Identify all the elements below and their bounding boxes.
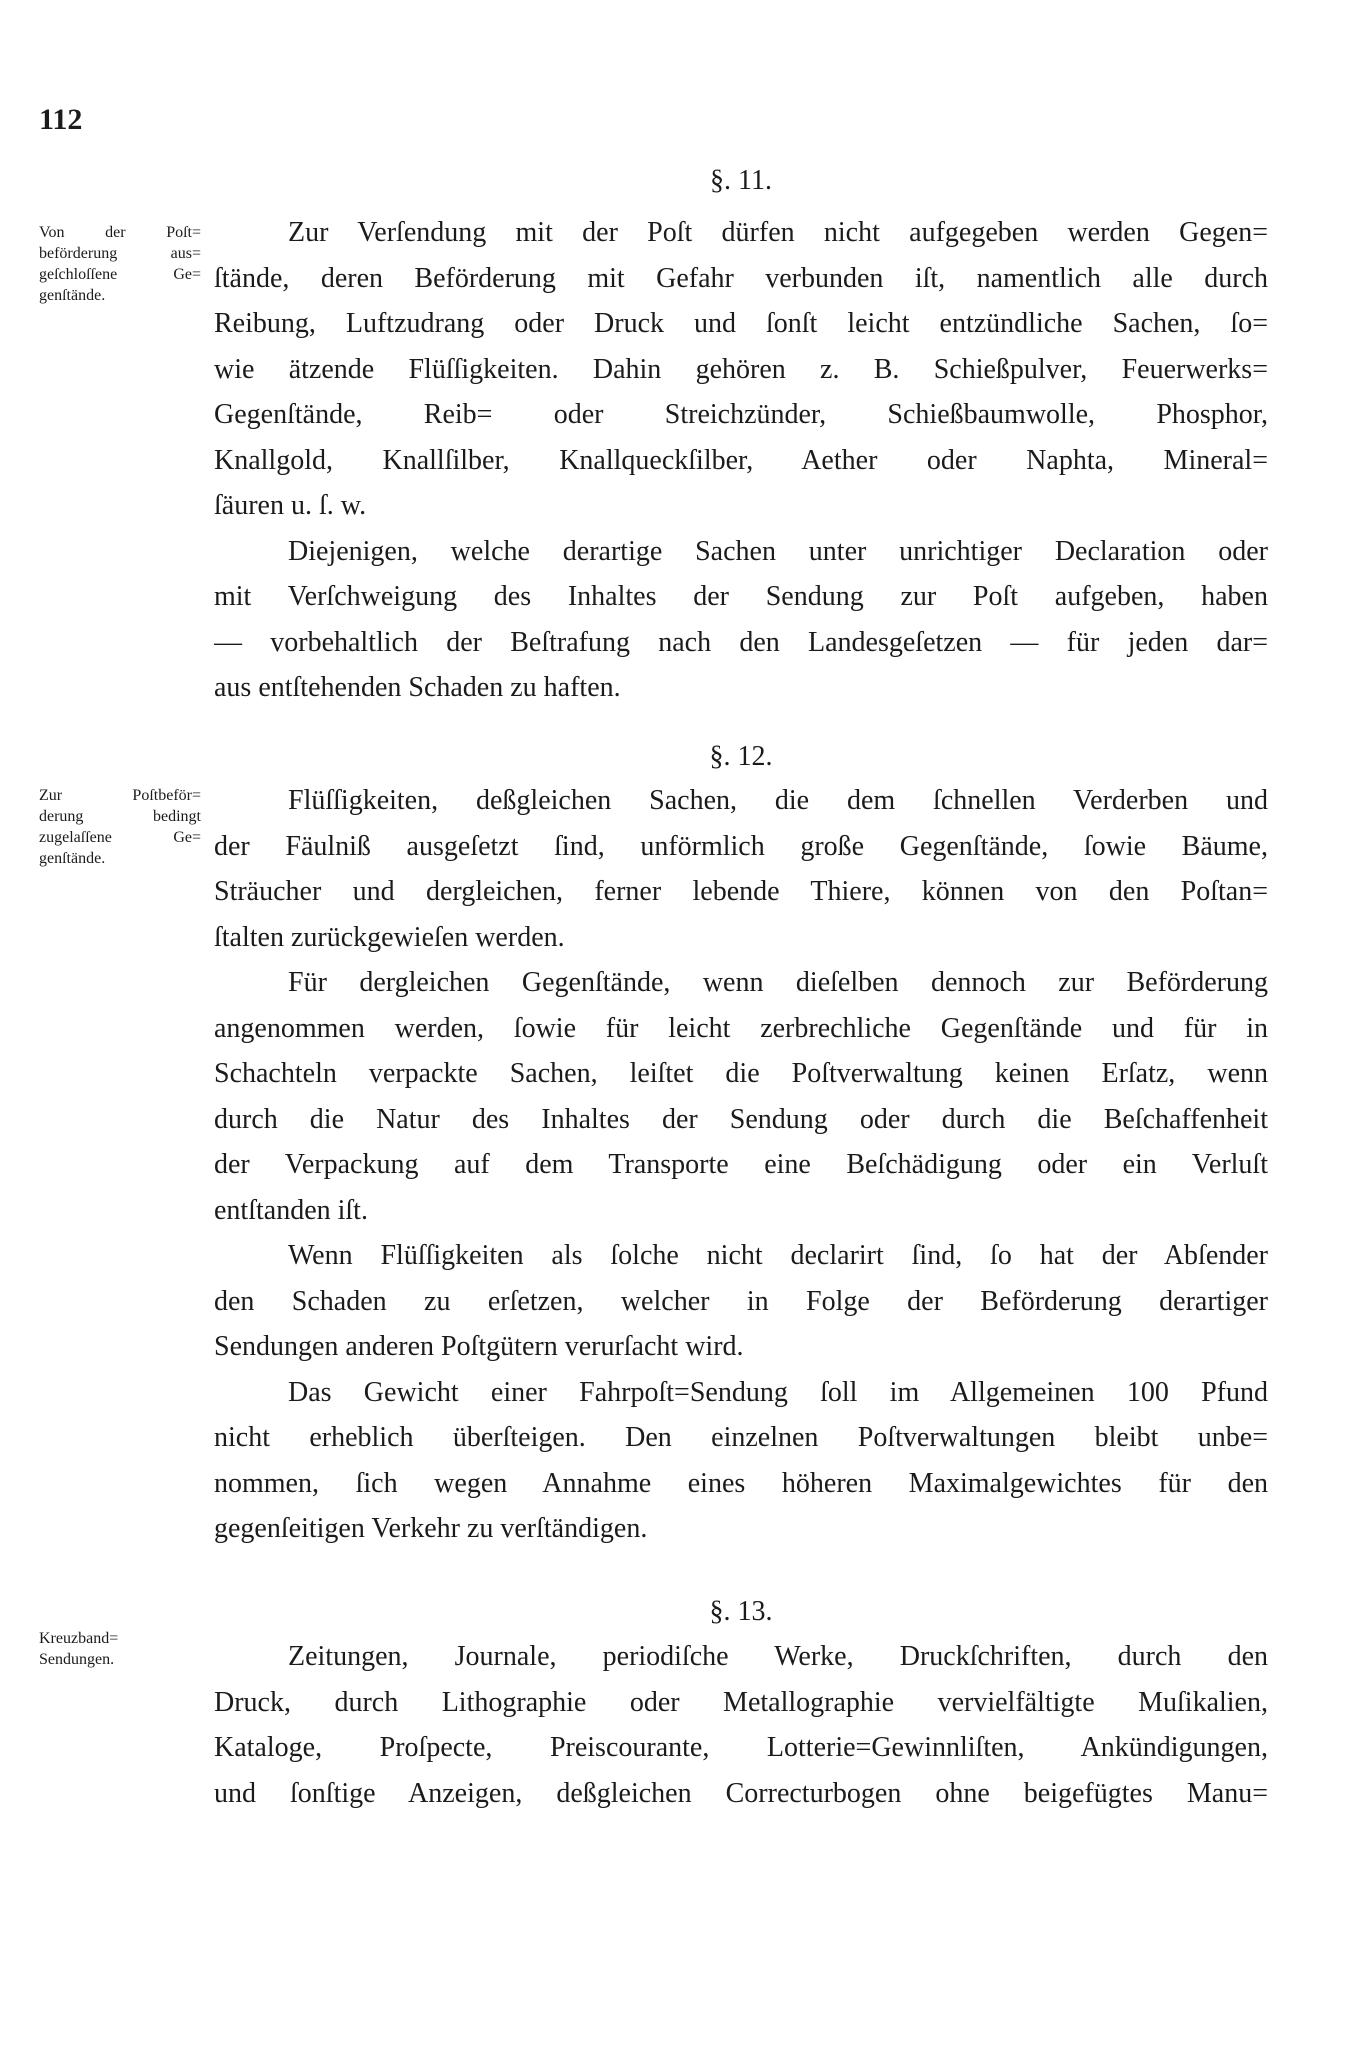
margin-note-line: derung bedingt — [39, 808, 201, 825]
text-line: der Verpackung auf dem Transporte eine Beſchädigung oder ein Verluſt — [214, 1149, 1268, 1180]
margin-note-line: zugelaſſene Ge= — [39, 829, 201, 846]
section-body — [214, 1634, 1268, 1816]
margin-note — [39, 785, 201, 869]
margin-note-line: genſtände. — [39, 287, 106, 304]
paragraph — [214, 778, 1268, 960]
margin-note — [39, 222, 201, 306]
text-line: Druck, durch Lithographie oder Metallographie vervielfältigte Muſikalien, — [214, 1686, 1268, 1718]
text-line: aus entſtehenden Schaden zu haften. — [214, 672, 621, 703]
paragraph — [214, 210, 1268, 529]
text-line: ſtalten zurückgewieſen werden. — [214, 921, 565, 953]
margin-note-line: genſtände. — [39, 850, 106, 867]
text-line: Sendungen anderen Poſtgütern verurſacht wird. — [214, 1331, 744, 1362]
text-line: mit Verſchweigung des Inhaltes der Sendung zur Poſt aufgeben, haben — [214, 581, 1268, 612]
section-heading: §. 12. — [709, 741, 773, 772]
margin-note-line: Von der Poſt= — [39, 224, 201, 241]
text-line: Flüſſigkeiten, deßgleichen Sachen, die dem ſchnellen Verderben und — [288, 785, 1268, 816]
margin-note — [39, 1628, 201, 1670]
margin-note-line: Kreuzband= — [39, 1630, 119, 1647]
text-line: ſtände, deren Beförderung mit Gefahr verbunden iſt, namentlich alle durch — [214, 262, 1268, 294]
text-line: — vorbehaltlich der Beſtrafung nach den Landesgeſetzen — für jeden dar= — [214, 626, 1268, 658]
margin-note-line: Sendungen. — [39, 1651, 115, 1668]
text-line: Zur Verſendung mit der Poſt dürfen nicht aufgegeben werden Gegen= — [288, 217, 1268, 248]
text-line: Schachteln verpackte Sachen, leiſtet die Poſtverwaltung keinen Erſatz, wenn — [214, 1058, 1268, 1089]
text-line: angenommen werden, ſowie für leicht zerbrechliche Gegenſtände und für in — [214, 1012, 1268, 1044]
margin-note-line: beförderung aus= — [39, 245, 201, 262]
text-line: wie ätzende Flüſſigkeiten. Dahin gehören z. B. Schießpulver, Feuerwerks= — [214, 353, 1268, 385]
text-line: Kataloge, Proſpecte, Preiscourante, Lotterie=Gewinnliſten, Ankündigungen, — [214, 1732, 1268, 1763]
margin-note-line: geſchloſſene Ge= — [39, 266, 201, 283]
text-line: Gegenſtände, Reib= oder Streichzünder, Schießbaumwolle, Phosphor, — [214, 399, 1268, 430]
section-body — [214, 210, 1268, 711]
text-line: durch die Natur des Inhaltes der Sendung oder durch die Beſchaffenheit — [214, 1103, 1268, 1135]
text-line: gegenſeitigen Verkehr zu verſtändigen. — [214, 1513, 648, 1544]
section-heading: §. 11. — [710, 165, 772, 196]
text-line: Für dergleichen Gegenſtände, wenn dieſelben dennoch zur Beförderung — [288, 967, 1268, 998]
text-line: Wenn Flüſſigkeiten als ſolche nicht declarirt ſind, ſo hat der Abſender — [288, 1240, 1268, 1271]
text-line: nicht erheblich überſteigen. Den einzelnen Poſtverwaltungen bleibt unbe= — [214, 1422, 1268, 1453]
page-number: 112 — [39, 103, 83, 136]
text-line: der Fäulniß ausgeſetzt ſind, unförmlich große Gegenſtände, ſowie Bäume, — [214, 830, 1268, 862]
text-line: Sträucher und dergleichen, ferner lebende Thiere, können von den Poſtan= — [214, 876, 1268, 907]
section-body — [214, 778, 1268, 1552]
text-line: Zeitungen, Journale, periodiſche Werke, Druckſchriften, durch den — [288, 1641, 1268, 1672]
text-line: den Schaden zu erſetzen, welcher in Folge der Beförderung derartiger — [214, 1285, 1268, 1317]
text-line: Reibung, Luftzudrang oder Druck und ſonſt leicht entzündliche Sachen, ſo= — [214, 308, 1268, 339]
text-line: Das Gewicht einer Fahrpoſt=Sendung ſoll im Allgemeinen 100 Pfund — [288, 1376, 1268, 1408]
text-line: und ſonſtige Anzeigen, deßgleichen Correcturbogen ohne beigefügtes Manu= — [214, 1777, 1268, 1809]
text-line: ſäuren u. ſ. w. — [214, 490, 367, 521]
paragraph — [214, 1634, 1268, 1816]
text-line: Diejenigen, welche derartige Sachen unter unrichtiger Declaration oder — [288, 535, 1268, 567]
paragraph — [214, 1370, 1268, 1552]
text-line: nommen, ſich wegen Annahme eines höheren Maximalgewichtes für den — [214, 1467, 1268, 1499]
text-line: Knallgold, Knallſilber, Knallqueckſilber, Aether oder Naphta, Mineral= — [214, 444, 1268, 476]
paragraph — [214, 1233, 1268, 1370]
paragraph — [214, 529, 1268, 711]
section-heading: §. 13. — [709, 1596, 773, 1627]
paragraph — [214, 960, 1268, 1233]
text-line: entſtanden iſt. — [214, 1194, 368, 1226]
margin-note-line: Zur Poſtbeför= — [39, 787, 201, 804]
